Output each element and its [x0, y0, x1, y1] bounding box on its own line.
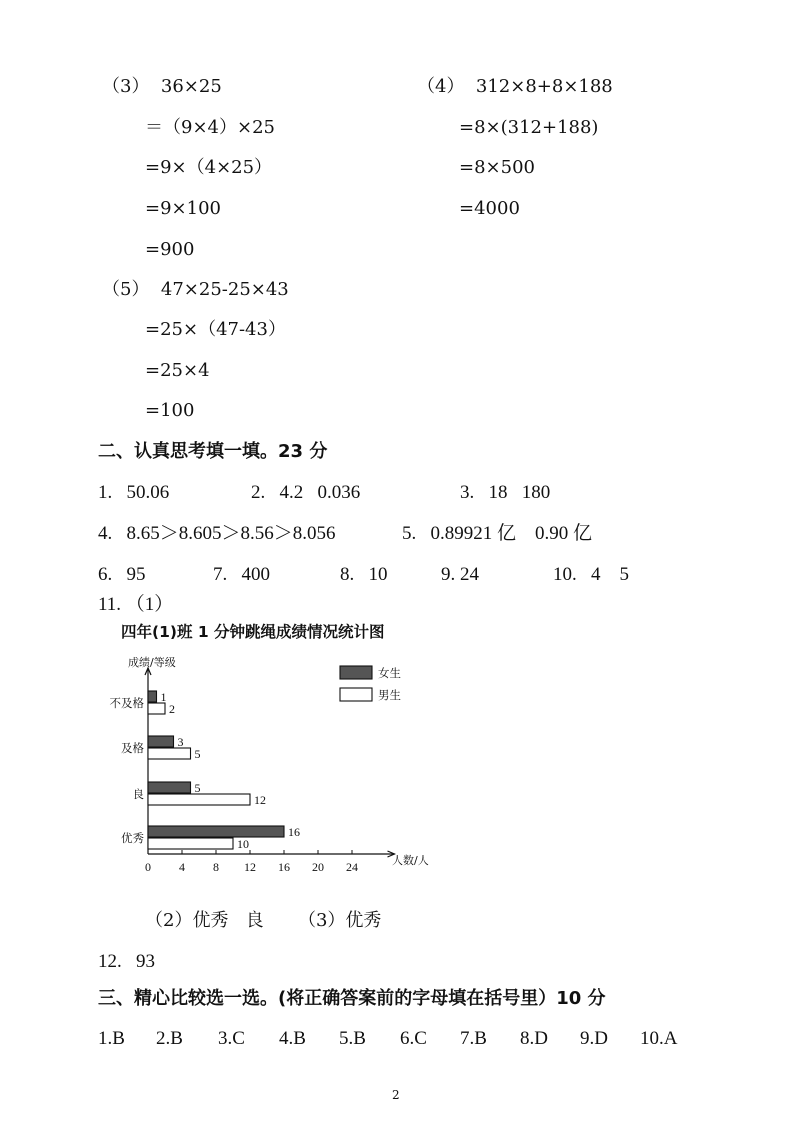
calc-5-line-3: =25×4 — [145, 360, 210, 381]
bar-男生-良 — [148, 794, 250, 805]
answer-2-12: 12. 93 — [98, 951, 155, 972]
legend-swatch — [340, 688, 372, 701]
calc-5-line-1: （5） 47×25-25×43 — [102, 279, 289, 300]
answer-3-6: 6.C — [400, 1028, 427, 1049]
x-tick-label: 20 — [312, 860, 324, 874]
page-number: 2 — [392, 1088, 400, 1102]
answer-2-6: 6. 95 — [98, 564, 146, 585]
calc-4-line-4: =4000 — [459, 198, 520, 219]
bar-value-label: 5 — [194, 781, 201, 795]
x-tick-label: 12 — [244, 860, 256, 874]
answer-3-10: 10.A — [640, 1028, 678, 1049]
legend-label: 男生 — [378, 688, 401, 702]
x-tick-label: 0 — [145, 860, 151, 874]
calc-3-line-5: =900 — [145, 239, 195, 260]
calc-4-line-3: =8×500 — [459, 157, 535, 178]
bar-女生-不及格 — [148, 691, 157, 702]
answer-3-4: 4.B — [279, 1028, 306, 1049]
x-tick-label: 8 — [213, 860, 219, 874]
x-tick-label: 16 — [278, 860, 290, 874]
bar-女生-优秀 — [148, 826, 284, 837]
answer-3-9: 9.D — [580, 1028, 608, 1049]
answer-2-5: 5. 0.89921 亿 0.90 亿 — [402, 523, 593, 544]
calc-3-line-2: ＝（9×4）×25 — [145, 117, 275, 138]
answer-2-2: 2. 4.2 0.036 — [251, 482, 361, 503]
bar-value-label: 5 — [194, 747, 201, 761]
calc-3-line-1: （3） 36×25 — [102, 76, 222, 97]
y-category-label: 不及格 — [109, 696, 144, 710]
bar-男生-优秀 — [148, 838, 233, 849]
calc-5-line-4: =100 — [145, 400, 195, 421]
calc-5-line-2: =25×（47-43） — [145, 319, 286, 340]
chart-legend — [340, 666, 401, 702]
bar-value-label: 2 — [169, 702, 175, 716]
chart-title: 四年(1)班 1 分钟跳绳成绩情况统计图 — [121, 623, 385, 641]
answer-2-1: 1. 50.06 — [98, 482, 170, 503]
bar-value-label: 12 — [254, 793, 266, 807]
y-category-label: 及格 — [121, 741, 144, 755]
calc-3-line-3: =9×（4×25） — [145, 157, 273, 178]
answer-2-4: 4. 8.65＞8.605＞8.56＞8.056 — [98, 523, 336, 544]
bar-value-label: 16 — [288, 825, 300, 839]
bar-女生-良 — [148, 782, 191, 793]
answer-3-1: 1.B — [98, 1028, 125, 1049]
bar-value-label: 3 — [177, 735, 184, 749]
bar-value-label: 1 — [160, 690, 167, 704]
y-axis-label: 成绩/等级 — [128, 656, 176, 669]
answer-3-5: 5.B — [339, 1028, 366, 1049]
answer-2-3: 3. 18 180 — [460, 482, 551, 503]
calc-4-line-1: （4） 312×8+8×188 — [417, 76, 613, 97]
answer-2-9: 9. 24 — [441, 564, 479, 585]
calc-3-line-4: =9×100 — [145, 198, 221, 219]
bar-男生-不及格 — [148, 703, 165, 714]
bar-女生-及格 — [148, 736, 174, 747]
legend-label: 女生 — [378, 666, 401, 680]
x-axis-label: 人数/人 — [392, 854, 429, 867]
answer-3-3: 3.C — [218, 1028, 245, 1049]
y-category-label: 良 — [132, 787, 144, 801]
legend-swatch — [340, 666, 372, 679]
bar-男生-及格 — [148, 748, 191, 759]
bar-chart — [100, 648, 460, 888]
section-2-heading: 二、认真思考填一填。23 分 — [98, 441, 328, 462]
answer-2-11: 11. （1） — [98, 594, 174, 615]
answer-2-7: 7. 400 — [213, 564, 270, 585]
x-tick-label: 24 — [346, 860, 358, 874]
y-category-label: 优秀 — [121, 831, 144, 845]
answer-2-8: 8. 10 — [340, 564, 388, 585]
bar-value-label: 10 — [237, 837, 249, 851]
calc-4-line-2: =8×(312+188) — [459, 117, 599, 138]
answer-3-2: 2.B — [156, 1028, 183, 1049]
answer-2-10: 10. 4 5 — [553, 564, 629, 585]
answer-3-8: 8.D — [520, 1028, 548, 1049]
x-tick-label: 4 — [179, 860, 185, 874]
section-3-heading: 三、精心比较选一选。(将正确答案前的字母填在括号里）10 分 — [98, 988, 606, 1009]
answer-2-11-parts: （2）优秀 良 （3）优秀 — [145, 910, 382, 931]
answer-3-7: 7.B — [460, 1028, 487, 1049]
